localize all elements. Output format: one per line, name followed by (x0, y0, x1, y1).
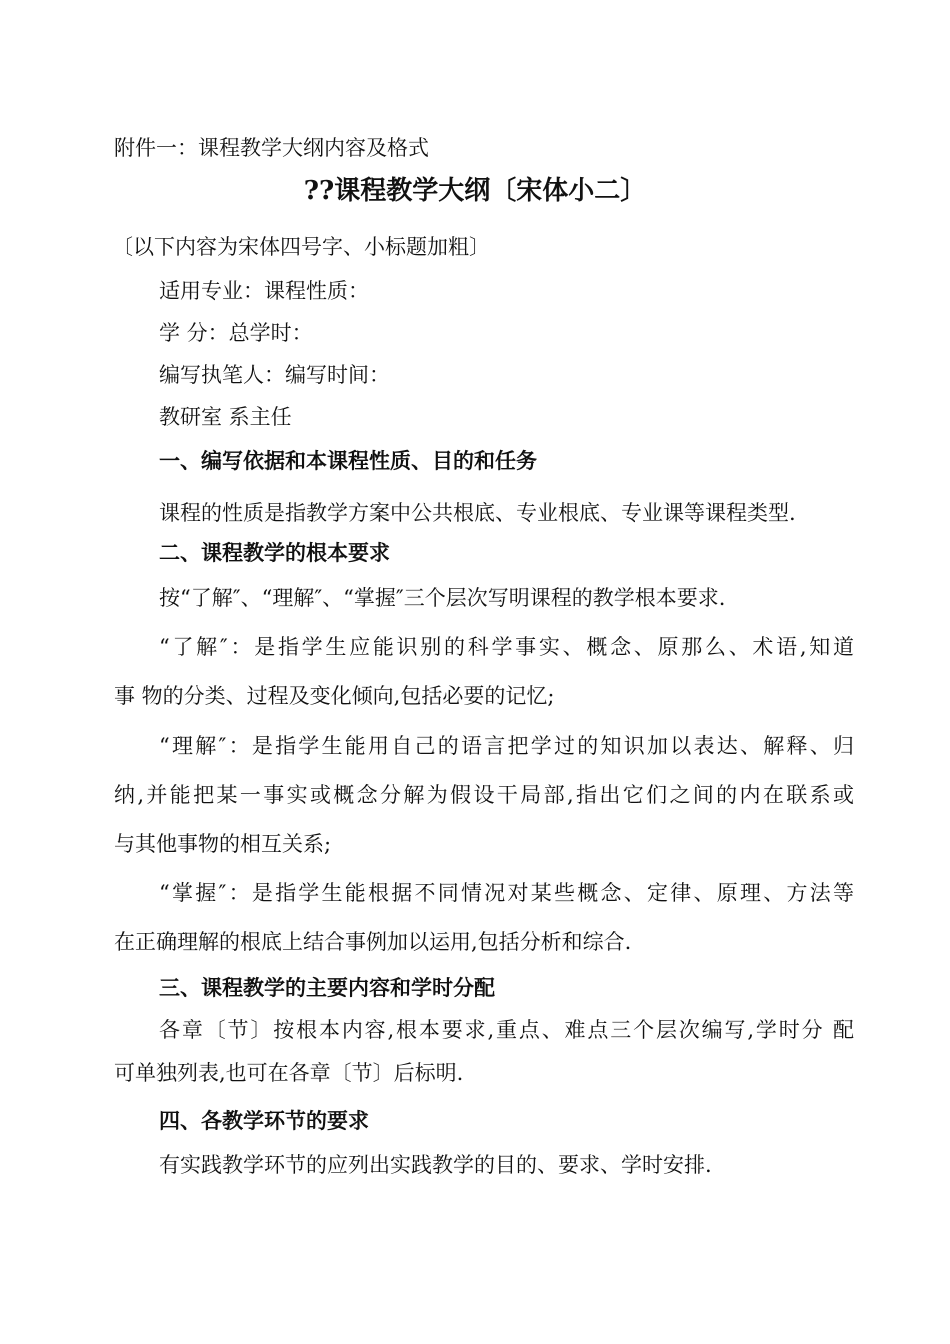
section-2-line-5: 纳,并能把某一事实或概念分解为假设干局部,指出它们之间的内在联系或 (114, 783, 854, 807)
section-1-line-1: 课程的性质是指教学方案中公共根底、专业根底、专业课等课程类型. (159, 501, 796, 525)
section-2-line-1: 按“了解″、“理解″、“掌握″三个层次写明课程的教学根本要求. (159, 586, 726, 610)
section-heading-1: 一、编写依据和本课程性质、目的和任务 (159, 448, 537, 473)
section-3-line-2: 可单独列表,也可在各章〔节〕后标明. (114, 1061, 464, 1085)
info-author-date: 编写执笔人：编写时间： (159, 363, 390, 387)
format-note: 〔以下内容为宋体四号字、小标题加粗〕 (112, 235, 490, 259)
info-major-nature: 适用专业：课程性质： (159, 279, 369, 303)
section-4-line-1: 有实践教学环节的应列出实践教学的目的、要求、学时安排. (159, 1153, 712, 1177)
section-heading-4: 四、各教学环节的要求 (159, 1108, 369, 1133)
section-2-line-3: 事 物的分类、过程及变化倾向,包括必要的记忆; (114, 684, 555, 708)
section-2-line-2: “了解″：是指学生应能识别的科学事实、概念、原那么、术语,知道 (159, 635, 854, 659)
section-2-line-8: 在正确理解的根底上结合事例加以运用,包括分析和综合. (114, 930, 632, 954)
section-heading-2: 二、课程教学的根本要求 (159, 540, 390, 565)
section-2-line-6: 与其他事物的相互关系; (114, 832, 332, 856)
attachment-label: 附件一：课程教学大纲内容及格式 (114, 136, 429, 160)
section-2-line-7: “掌握″：是指学生能根据不同情况对某些概念、定律、原理、方法等 (159, 881, 854, 905)
info-credits-hours: 学 分：总学时： (159, 321, 313, 345)
section-heading-3: 三、课程教学的主要内容和学时分配 (159, 975, 495, 1000)
info-office-director: 教研室 系主任 (159, 405, 292, 429)
section-3-line-1: 各章〔节〕按根本内容,根本要求,重点、难点三个层次编写,学时分 配 (159, 1018, 854, 1042)
document-title: ??课程教学大纲〔宋体小二〕 (303, 176, 647, 206)
section-2-line-4: “理解″：是指学生能用自己的语言把学过的知识加以表达、解释、归 (159, 734, 854, 758)
